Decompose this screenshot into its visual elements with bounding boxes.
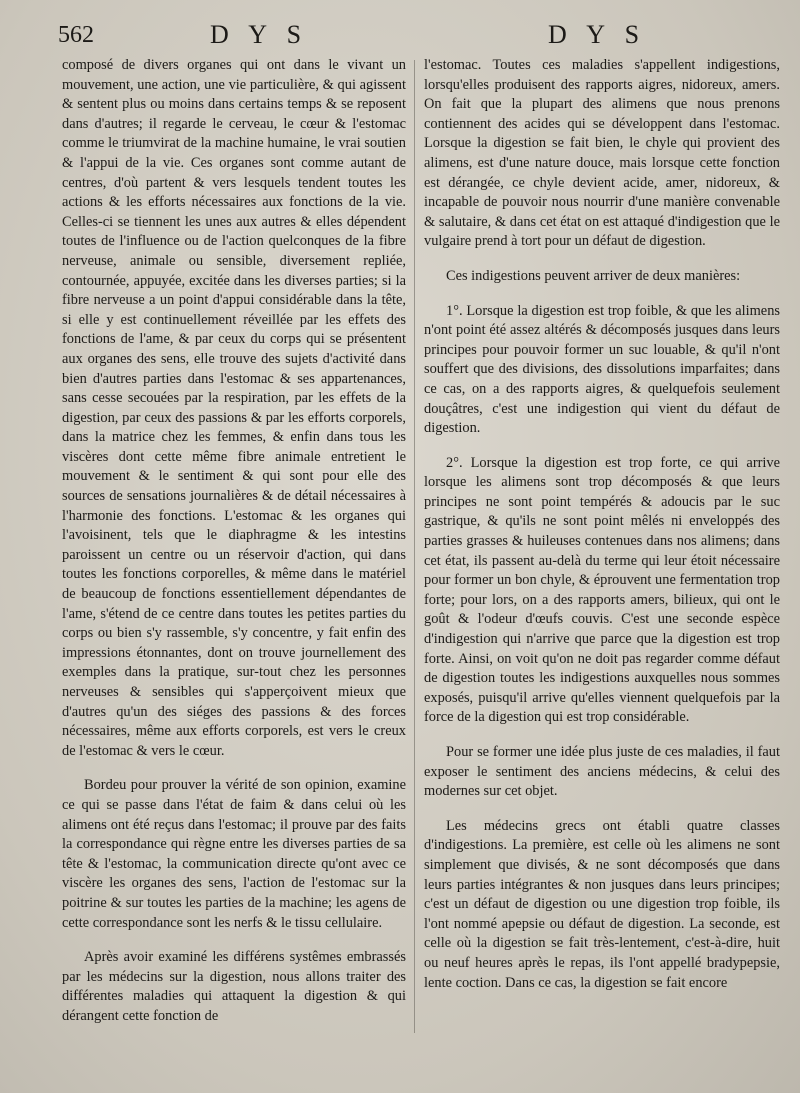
left-column [62, 56, 406, 1053]
page-header [0, 14, 800, 54]
paragraph: Les médecins grecs ont établi quatre classes d'indigestions. La première, est celle où les alimens ne sont simplement que divisés, & ne sont décomposés que dans leurs parties intégrantes & non jusques dans leurs principes; c'est un défaut de digestion ou une digestion trop foible, ils l'ont nommé apepsie ou défaut de digestion. La seconde, est celle où la digestion se fait très-lentement, c'est-à-dire, huit ou neuf heures après le repas, ils l'ont appellé bradypepsie, lente coction. Dans ce cas, la digestion se fait encore [424, 817, 780, 991]
right-column [424, 56, 780, 1053]
paragraph: Pour se former une idée plus juste de ces maladies, il faut exposer le sentiment des anciens médecins, & celui des modernes sur cet objet. [424, 744, 780, 800]
paragraph: 2°. Lorsque la digestion est trop forte, ce qui arrive lorsque les alimens sont trop décomposés & que leurs principes ne sont point tempérés & adoucis par le suc gastrique, & qu'ils ne sont point mêlés ni enveloppés des parties grasses & huileuses contenues dans nos alimens; dans cet état, ils passent au-delà du terme qui leur étoit nécessaire pour former un bon chyle, & éprouvent une fermentation trop forte; pour lors, on a des rapports amers, bilieux, qui ont le goût & l'odeur d'œufs couvis. C'est une seconde espèce d'indigestion qui n'arrive que parce que la digestion est trop forte. Ainsi, on voit qu'on ne doit pas regarder comme défaut de digestion toutes les indigestions auxquelles nous sommes exposés, puisqu'il arrive qu'elles viennent quelquefois par la force de la digestion qui est trop considérable. [424, 454, 780, 726]
running-title-left: D Y S [210, 20, 309, 49]
column-divider [414, 60, 415, 1033]
paragraph: composé de divers organes qui ont dans le vivant un mouvement, une action, une vie particulière, & qui agissent & sentent plus ou moins dans certains temps & se reposent dans d'autres; il regarde le cerveau, le cœur & l'estomac comme le triumvirat de la machine humaine, le vrai soutien & l'appui de la vie. Ces organes sont comme autant de centres, d'où partent & vers lesquels tendent toutes les actions & les efforts nécessaires aux fonctions de la vie. Celles-ci se tiennent les unes aux autres & elles dépendent toutes de l'influence ou de l'action quelconques de la fibre nerveuse, animale ou sensible, diversement repliée, contournée, appuyée, excitée dans les diverses parties; si la fibre nerveuse a un point d'appui considérable dans la tête, si elle y est continuellement réveillée par les effets des fonctions de l'ame, & par ceux du corps qui se présentent aux organes des sens, elle trouve des sujets d'activité dans bien d'autres parties dans l'estomac & ses appartenances, sans cesse secouées par la respiration, par les effets de la digestion, par ceux des passions & par les efforts corporels, dans la matrice chez les femmes, & enfin dans tous les viscères dont cette même fibre animale entretient le mouvement & le sentiment & qui sont pour elle des sources de sensations journalières & de détail nécessaires à l'harmonie des fonctions. L'estomac & les organes qui l'avoisinent, tels que le diaphragme & les intestins paroissent un centre ou un réservoir d'action, qui dans toutes les fonctions corporelles, & même dans le matériel de beaucoup de fonctions essentiellement dépendantes de l'ame, s'étend de ce centre dans toutes les petites parties du corps ou bien s'y rassemble, s'y concentre, y fait enfin des impressions étonnantes, dont on trouve journellement des exemples dans la pratique, sur-tout chez les personnes nerveuses & sensibles qui s'apperçoivent mieux que d'autres qu'un des siéges des passions & des forces nécessaires, même aux efforts corporels, est vers le creux de l'estomac & vers le cœur. [62, 57, 406, 759]
paragraph: Après avoir examiné les différens systêmes embrassés par les médecins sur la digestion, nous allons traiter des différentes maladies qui attaquent la digestion & qui dérangent cette fonction de [62, 949, 406, 1024]
paragraph: l'estomac. Toutes ces maladies s'appellent indigestions, lorsqu'elles produisent des rapports aigres, nidoreux, amers. On fait que la plupart des alimens que nous prenons contiennent des acides qui se développent dans l'estomac. Lorsque la digestion se fait bien, le chyle qui provient des alimens, est d'une nature douce, mais lorsque cette fonction est dérangée, ce chyle devient acide, amer, nidoreux, & incapable de pouvoir nous nourrir d'une manière convenable & salutaire, & dans cet état on est attaqué d'indigestion que le vulgaire prend à tort pour un défaut de digestion. [424, 57, 780, 250]
paragraph: Bordeu pour prouver la vérité de son opinion, examine ce qui se passe dans l'état de faim & dans celui où les alimens ont été reçus dans l'estomac; il prouve par des faits la correspondance qui règne entre les diverses parties de sa tête & l'estomac, la communication directe qu'ont avec ce viscère les organes des sens, l'action de l'estomac sur la poitrine & sur toutes les parties de la machine; les agens de cette correspondance sont les nerfs & le tissu cellulaire. [62, 777, 406, 931]
paragraph: Ces indigestions peuvent arriver de deux manières: [446, 267, 741, 284]
page-number: 562 [58, 22, 94, 48]
paragraph: 1°. Lorsque la digestion est trop foible, & que les alimens n'ont point été assez altérés & décomposés jusques dans leurs principes pour pouvoir former un suc louable, & qu'il n'ont souffert que des divisions, des dissolutions imparfaites; dans ce cas, on a des rapports aigres, & quelquefois seulement douçâtres, c'est une indigestion qui vient du défaut de digestion. [424, 302, 780, 437]
running-title-right: D Y S [548, 20, 647, 49]
